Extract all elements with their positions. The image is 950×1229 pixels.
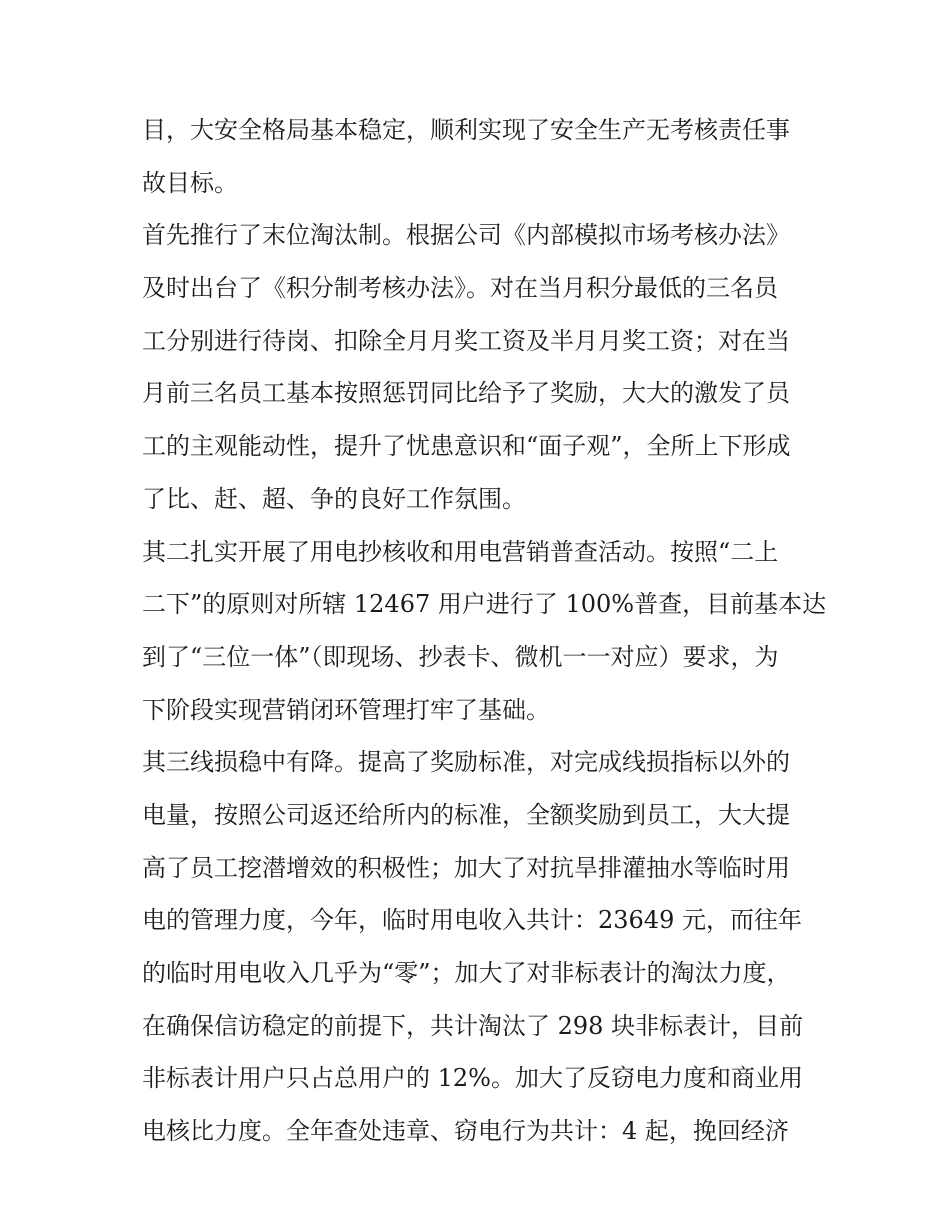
text-line: 下阶段实现营销闭环管理打牢了基础。 [142,695,550,724]
text-line: 月前三名员工基本按照惩罚同比给予了奖励，大大的激发了员 [142,379,790,408]
text-line: 工的主观能动性，提升了忧患意识和“面子观”，全所上下形成 [142,432,791,461]
text-line: 了比、赶、超、争的良好工作氛围。 [142,484,526,513]
text-line: 首先推行了末位淘汰制。根据公司《内部模拟市场考核办法》 [142,221,790,250]
text-line: 故目标。 [142,168,238,197]
text-line: 电的管理力度，今年，临时用电收入共计：23649 元，而往年 [142,906,802,935]
text-line: 电核比力度。全年查处违章、窃电行为共计：4 起，挽回经济 [142,1117,789,1146]
text-line: 其二扎实开展了用电抄核收和用电营销普查活动。按照“二上 [142,537,779,566]
text-line: 目，大安全格局基本稳定，顺利实现了安全生产无考核责任事 [142,116,790,144]
text-line: 的临时用电收入几乎为“零”；加大了对非标表计的淘汰力度， [142,959,791,987]
text-line: 及时出台了《积分制考核办法》。对在当月积分最低的三名员 [142,274,778,303]
text-line: 工分别进行待岗、扣除全月月奖工资及半月月奖工资；对在当 [142,326,790,355]
text-line: 在确保信访稳定的前提下，共计淘汰了 298 块非标表计，目前 [142,1011,804,1040]
text-line: 非标表计用户只占总用户的 12%。加大了反窃电力度和商业用 [142,1064,803,1093]
document-body [142,104,827,1158]
text-line: 到了“三位一体”（即现场、抄表卡、微机一一对应）要求，为 [142,642,779,671]
text-line: 高了员工挖潜增效的积极性；加大了对抗旱排灌抽水等临时用 [142,853,790,882]
text-line: 电量，按照公司返还给所内的标准，全额奖励到员工，大大提 [142,800,790,829]
text-line: 其三线损稳中有降。提高了奖励标准，对完成线损指标以外的 [142,748,790,777]
text-line: 二下”的原则对所辖 12467 用户进行了 100%普查，目前基本达 [142,590,827,619]
